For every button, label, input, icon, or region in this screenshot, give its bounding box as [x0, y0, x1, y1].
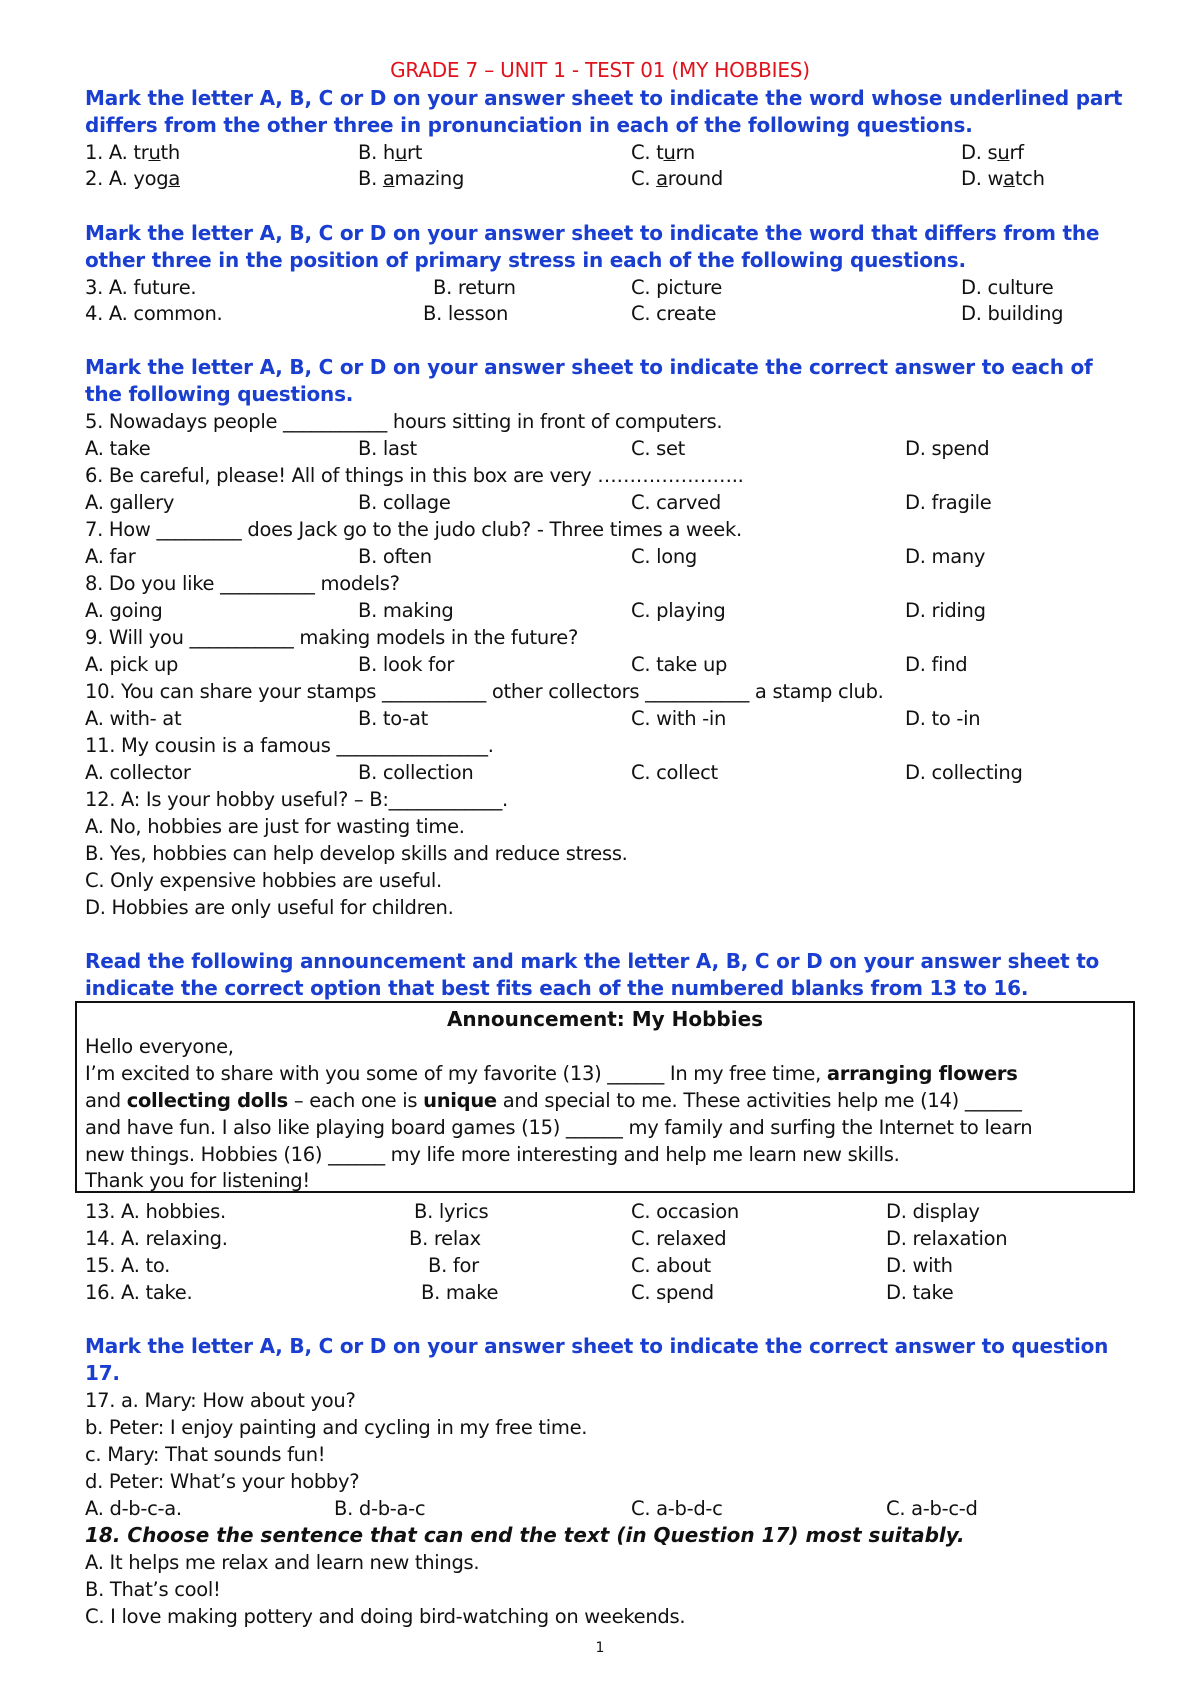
option-b: B. look for: [358, 653, 455, 676]
instruction-dialogue: Mark the letter A, B, C or D on your answer sheet to indicate the correct answer to question 17.: [85, 1334, 1109, 1385]
question-12-option-c: C. Only expensive hobbies are useful.: [85, 869, 442, 892]
option-b: B. d-b-a-c: [334, 1497, 426, 1520]
option-c: C. take up: [631, 653, 728, 676]
announcement-line: new things. Hobbies (16) ______ my life more interesting and help me learn new skills.: [85, 1143, 900, 1166]
option-d: D. building: [961, 302, 1064, 325]
question-6-stem: 6. Be careful, please! All of things in this box are very …………………..: [85, 464, 744, 487]
option-a: A. pick up: [85, 653, 179, 676]
option-d: C. a-b-c-d: [886, 1497, 978, 1520]
option-c: C. set: [631, 437, 686, 460]
option-d: D. watch: [961, 167, 1045, 190]
option-c: C. playing: [631, 599, 726, 622]
option-b: B. often: [358, 545, 432, 568]
question-12-option-b: B. Yes, hobbies can help develop skills and reduce stress.: [85, 842, 628, 865]
option-c: C. create: [631, 302, 717, 325]
option-a: A. with- at: [85, 707, 182, 730]
option-c: C. about: [631, 1254, 711, 1277]
option-b: B. amazing: [358, 167, 465, 190]
question-9-stem: 9. Will you ___________ making models in the future?: [85, 626, 578, 649]
option-a: 13. A. hobbies.: [85, 1200, 226, 1223]
option-a: 1. A. truth: [85, 141, 180, 164]
option-d: D. surf: [961, 141, 1024, 164]
instruction-stress: Mark the letter A, B, C or D on your answer sheet to indicate the word that differs from the other three in the position of primary stress in each of the following questions.: [85, 221, 1100, 272]
question-7-stem: 7. How _________ does Jack go to the judo club? - Three times a week.: [85, 518, 742, 541]
option-a: A. far: [85, 545, 136, 568]
question-18-option-a: A. It helps me relax and learn new things.: [85, 1551, 480, 1574]
page-number: 1: [595, 1640, 605, 1656]
announcement-line: and have fun. I also like playing board games (15) ______ my family and surfing the Internet to learn: [85, 1116, 1033, 1139]
question-18-option-c: C. I love making pottery and doing bird-watching on weekends.: [85, 1605, 686, 1628]
question-12-stem: 12. A: Is your hobby useful? – B:____________.: [85, 788, 508, 811]
option-a: A. take: [85, 437, 151, 460]
announcement-line: Hello everyone,: [85, 1035, 234, 1058]
dialogue-line: c. Mary: That sounds fun!: [85, 1443, 326, 1466]
option-c: C. a-b-d-c: [631, 1497, 723, 1520]
option-b: B. collage: [358, 491, 451, 514]
option-a: A. collector: [85, 761, 191, 784]
instruction-grammar: Mark the letter A, B, C or D on your answer sheet to indicate the correct answer to each of the following questions.: [85, 355, 1093, 406]
option-a: A. gallery: [85, 491, 175, 514]
option-c: C. collect: [631, 761, 718, 784]
option-d: D. fragile: [905, 491, 992, 514]
option-a: 15. A. to.: [85, 1254, 171, 1277]
option-d: D. find: [905, 653, 968, 676]
option-d: D. with: [886, 1254, 953, 1277]
option-a: A. d-b-c-a.: [85, 1497, 182, 1520]
option-d: D. spend: [905, 437, 990, 460]
option-d: D. relaxation: [886, 1227, 1008, 1250]
question-8-stem: 8. Do you like __________ models?: [85, 572, 400, 595]
announcement-line: I’m excited to share with you some of my favorite (13) ______ In my free time, arranging flowers: [85, 1062, 1018, 1085]
instruction-reading: Read the following announcement and mark the letter A, B, C or D on your answer sheet to indicate the correct option that best fits each of the numbered blanks from 13 to 16.: [85, 949, 1100, 1000]
option-b: B. collection: [358, 761, 474, 784]
announcement-line: Thank you for listening!: [85, 1169, 310, 1192]
option-b: B. return: [433, 276, 516, 299]
question-18-option-b: B. That’s cool!: [85, 1578, 221, 1601]
option-b: B. lyrics: [414, 1200, 489, 1223]
page-title: GRADE 7 – UNIT 1 - TEST 01 (MY HOBBIES): [390, 58, 810, 82]
option-b: B. lesson: [423, 302, 509, 325]
option-a: 16. A. take.: [85, 1281, 193, 1304]
question-10-stem: 10. You can share your stamps ___________ other collectors ___________ a stamp club.: [85, 680, 884, 703]
option-b: B. for: [428, 1254, 479, 1277]
option-d: D. collecting: [905, 761, 1023, 784]
question-11-stem: 11. My cousin is a famous ________________.: [85, 734, 494, 757]
dialogue-line: d. Peter: What’s your hobby?: [85, 1470, 360, 1493]
option-d: D. display: [886, 1200, 980, 1223]
option-c: C. with -in: [631, 707, 727, 730]
option-c: C. around: [631, 167, 723, 190]
question-12-option-d: D. Hobbies are only useful for children.: [85, 896, 454, 919]
option-c: C. occasion: [631, 1200, 739, 1223]
option-d: D. culture: [961, 276, 1054, 299]
option-b: B. make: [421, 1281, 499, 1304]
option-c: C. picture: [631, 276, 723, 299]
question-12-option-a: A. No, hobbies are just for wasting time.: [85, 815, 465, 838]
announcement-line: and collecting dolls – each one is unique and special to me. These activities help me (14) ______: [85, 1089, 1022, 1112]
instruction-pronunciation: Mark the letter A, B, C or D on your answer sheet to indicate the word whose underlined part differs from the other three in pronunciation in each of the following questions.: [85, 86, 1123, 137]
option-d: D. riding: [905, 599, 986, 622]
option-a: A. going: [85, 599, 163, 622]
option-d: D. to -in: [905, 707, 981, 730]
option-b: B. hurt: [358, 141, 423, 164]
option-a: 14. A. relaxing.: [85, 1227, 228, 1250]
option-a: 2. A. yoga: [85, 167, 181, 190]
option-c: C. long: [631, 545, 697, 568]
option-b: B. making: [358, 599, 454, 622]
option-c: C. turn: [631, 141, 695, 164]
option-b: B. last: [358, 437, 417, 460]
option-c: C. carved: [631, 491, 721, 514]
option-d: D. many: [905, 545, 986, 568]
option-c: C. spend: [631, 1281, 714, 1304]
option-d: D. take: [886, 1281, 954, 1304]
dialogue-line: 17. a. Mary: How about you?: [85, 1389, 356, 1412]
option-c: C. relaxed: [631, 1227, 727, 1250]
question-5-stem: 5. Nowadays people ___________ hours sitting in front of computers.: [85, 410, 723, 433]
option-b: B. to-at: [358, 707, 428, 730]
option-a: 4. A. common.: [85, 302, 223, 325]
option-a: 3. A. future.: [85, 276, 197, 299]
option-b: B. relax: [409, 1227, 481, 1250]
dialogue-line: b. Peter: I enjoy painting and cycling in my free time.: [85, 1416, 588, 1439]
announcement-title: Announcement: My Hobbies: [446, 1007, 764, 1031]
question-18-stem: 18. Choose the sentence that can end the text (in Question 17) most suitably.: [85, 1523, 965, 1547]
